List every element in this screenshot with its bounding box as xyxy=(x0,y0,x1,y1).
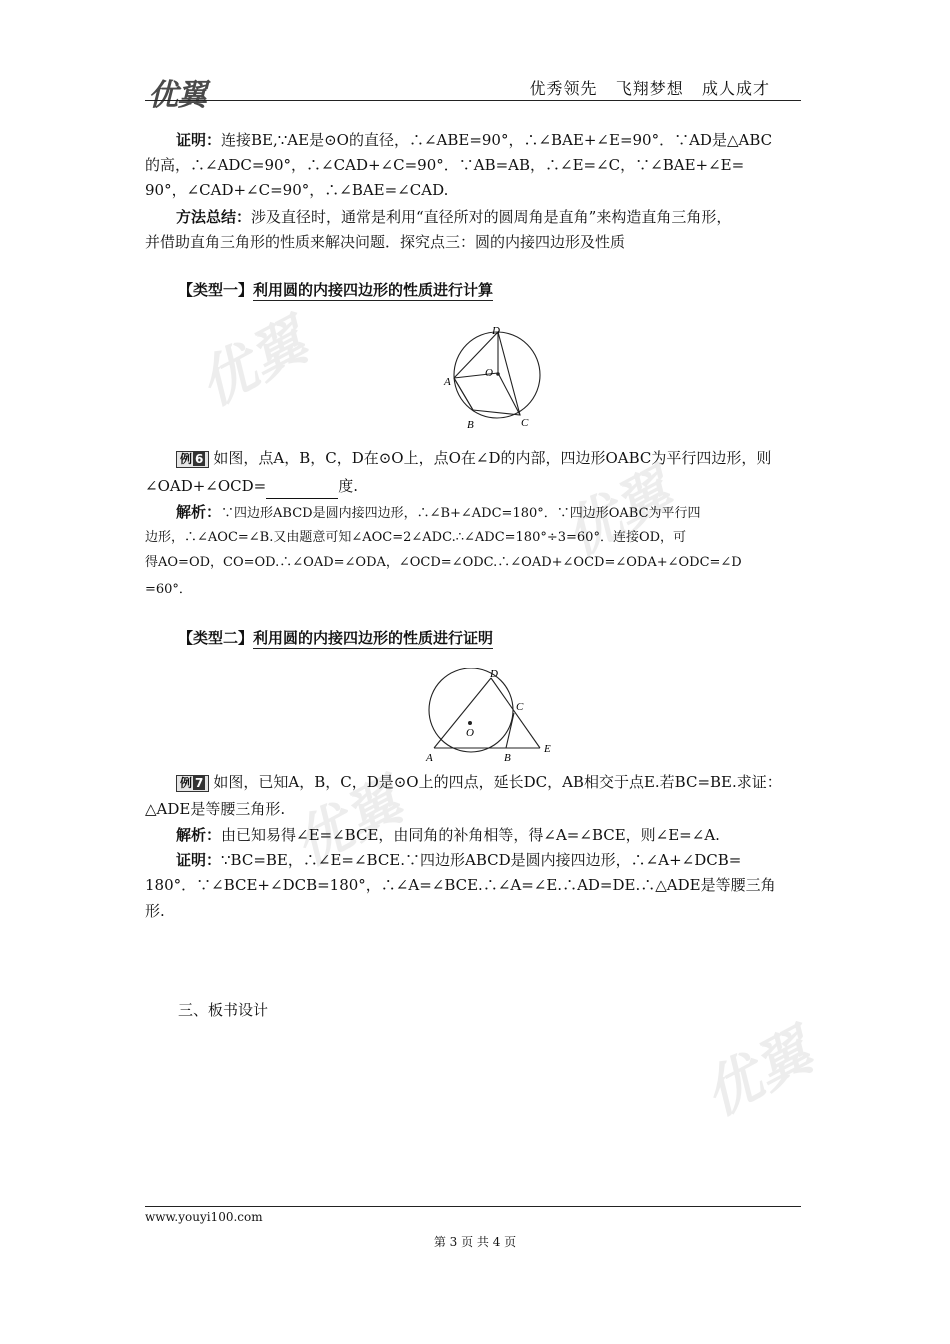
label-D: D xyxy=(490,668,498,680)
watermark: 优翼 xyxy=(188,308,318,419)
watermark: 优翼 xyxy=(693,1018,823,1129)
page-number: 第 3 页 共 4 页 xyxy=(433,1235,517,1249)
example7-line1: 例 7 如图，已知A，B，C，D是⊙O上的四点，延长DC，AB相交于点E.若BC=BE.求证： xyxy=(176,770,782,795)
type1-heading: 【类型一】利用圆的内接四边形的性质进行计算 xyxy=(178,281,494,299)
label-B: B xyxy=(467,419,474,431)
footer-url[interactable]: www.youyi100.com xyxy=(145,1210,263,1224)
proof1-line1: 证明：连接BE,∵AE是⊙O的直径，∴∠ABE=90°，∴∠BAE+∠E=90°．∵AD是△ABC xyxy=(176,131,773,149)
proof7-line2: 180°．∵∠BCE+∠DCB=180°，∴∠A=∠BCE.∴∠A=∠E.∴AD=DE.∴△ADE是等腰三角 xyxy=(145,876,776,894)
example-tag: 例 7 xyxy=(176,775,209,792)
label-O: O xyxy=(466,727,474,739)
type2-heading: 【类型二】利用圆的内接四边形的性质进行证明 xyxy=(178,629,494,647)
header-slogan: 优秀领先 飞翔梦想 成人成才 xyxy=(529,79,770,98)
label-C: C xyxy=(521,417,529,429)
analysis-label: 解析： xyxy=(176,826,222,844)
analysis6-line1: 解析：∵四边形ABCD是圆内接四边形，∴∠B+∠ADC=180°．∵四边形OABC为平行四 xyxy=(176,503,701,521)
analysis6-line4: =60°． xyxy=(145,582,192,597)
answer-blank[interactable] xyxy=(266,481,338,499)
figure-circle-quadrilateral-1 xyxy=(440,318,555,433)
label-B: B xyxy=(504,752,511,764)
label-A: A xyxy=(444,376,451,388)
label-E: E xyxy=(544,743,551,755)
label-C: C xyxy=(516,701,524,713)
example6-line2: ∠OAD+∠OCD= 度. xyxy=(145,474,358,499)
analysis6-line2: 边形，∴∠AOC=∠B.又由题意可知∠AOC=2∠ADC.∴∠ADC=180°÷3=60°．连接OD，可 xyxy=(145,530,687,545)
method-label: 方法总结： xyxy=(176,208,252,226)
label-D: D xyxy=(492,325,500,337)
analysis7-line1: 解析：由已知易得∠E=∠BCE，由同角的补角相等，得∠A=∠BCE，则∠E=∠A. xyxy=(176,826,720,844)
proof-label: 证明： xyxy=(176,131,222,149)
label-A: A xyxy=(426,752,433,764)
example-tag: 例 6 xyxy=(176,451,209,468)
logo: 优翼 xyxy=(148,78,206,113)
analysis6-line3: 得AO=OD，CO=OD.∴∠OAD=∠ODA，∠OCD=∠ODC.∴∠OAD+∠OCD=∠ODA+∠ODC=∠D xyxy=(145,555,742,570)
example7-line2: △ADE是等腰三角形. xyxy=(145,800,286,818)
method-line1: 方法总结：涉及直径时，通常是利用“直径所对的圆周角是直角”来构造直角三角形， xyxy=(176,208,732,226)
watermark: 优翼 xyxy=(553,458,683,569)
proof1-line2: 的高，∴∠ADC=90°，∴∠CAD+∠C=90°．∵AB=AB，∴∠E=∠C，∵∠BAE+∠E= xyxy=(145,156,745,174)
proof-label: 证明： xyxy=(176,851,222,869)
method-line2: 并借助直角三角形的性质来解决问题．探究点三：圆的内接四边形及性质 xyxy=(145,233,626,251)
watermark: 优翼 xyxy=(283,768,413,879)
label-O: O xyxy=(485,367,493,379)
section-heading-board-design: 三、板书设计 xyxy=(178,1001,269,1019)
example6-line1: 例 6 如图，点A，B，C，D在⊙O上，点O在∠D的内部，四边形OABC为平行四边形，则 xyxy=(176,446,771,471)
proof1-line3: 90°，∠CAD+∠C=90°，∴∠BAE=∠CAD. xyxy=(145,181,449,199)
proof7-line1: 证明：∵BC=BE，∴∠E=∠BCE.∵四边形ABCD是圆内接四边形，∴∠A+∠DCB= xyxy=(176,851,742,869)
analysis-label: 解析： xyxy=(176,503,222,521)
header-divider xyxy=(145,100,801,101)
proof7-line3: 形. xyxy=(145,902,165,920)
footer-divider xyxy=(145,1206,801,1207)
figure-circle-quadrilateral-2 xyxy=(420,668,565,766)
